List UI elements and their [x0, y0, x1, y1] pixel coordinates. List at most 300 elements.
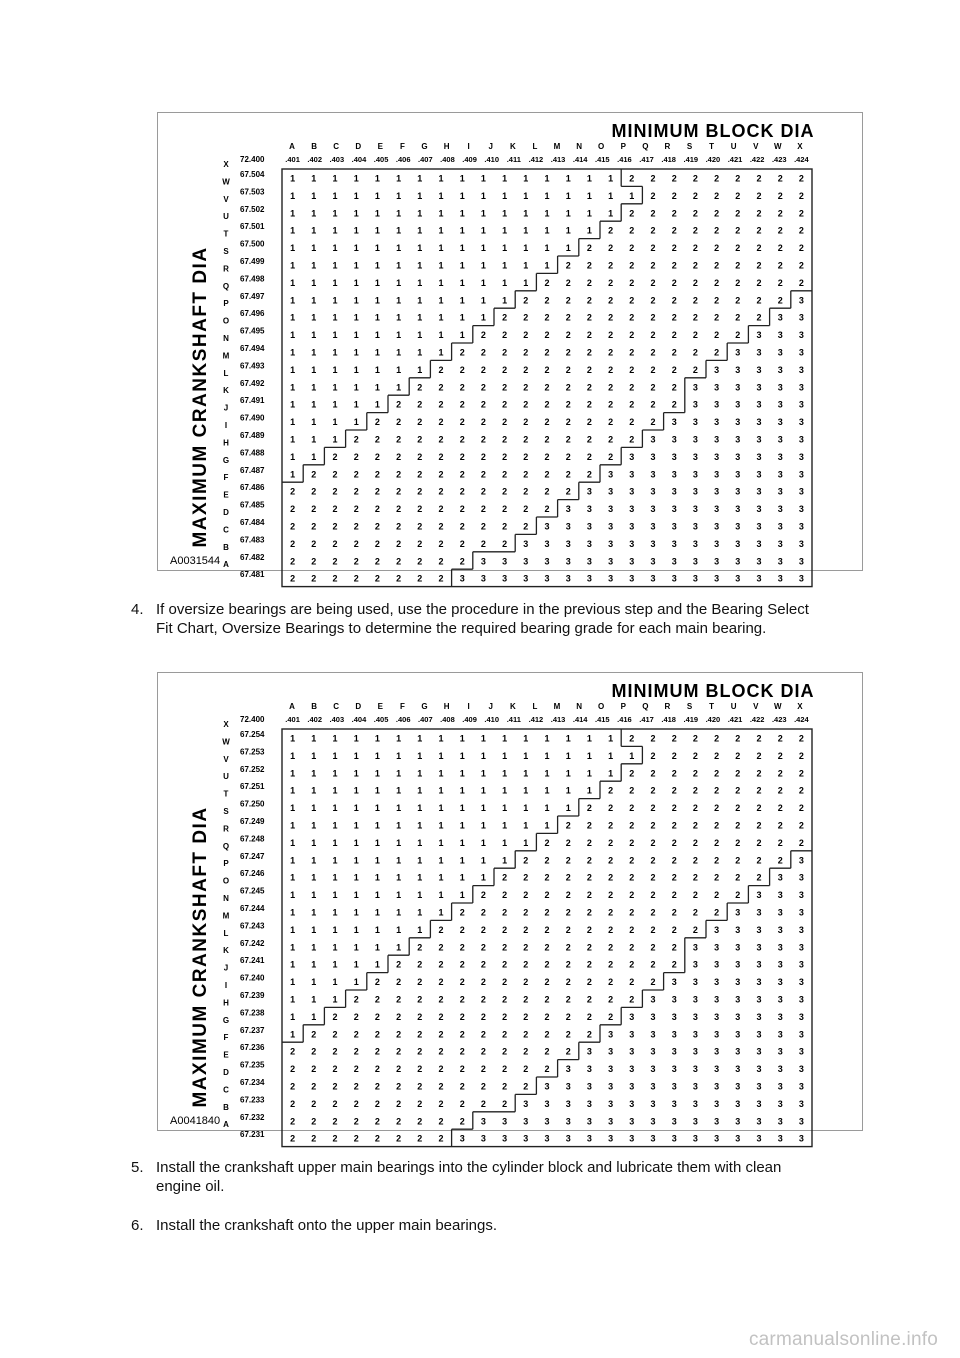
- grade-cell: 2: [502, 364, 508, 375]
- grade-cell: 3: [756, 399, 762, 410]
- grade-cell: 3: [714, 1046, 720, 1057]
- grade-cell: 2: [565, 399, 571, 410]
- grade-cell: 1: [480, 803, 486, 814]
- grade-cell: 1: [523, 820, 529, 831]
- grade-cell: 2: [756, 295, 762, 306]
- grade-cell: 1: [480, 837, 486, 848]
- row-letters: [222, 720, 230, 1129]
- grade-cell: 1: [417, 837, 423, 848]
- grade-cell: 1: [480, 312, 486, 323]
- grade-cell: 2: [565, 486, 571, 497]
- grade-cell: 1: [332, 208, 338, 219]
- grade-cell: 3: [629, 451, 635, 462]
- grade-cell: 3: [735, 1116, 741, 1127]
- column-value: .419: [683, 155, 699, 164]
- grade-cell: 1: [311, 225, 317, 236]
- grade-cell: 2: [502, 959, 508, 970]
- column-letter: D: [355, 142, 362, 151]
- grade-cell: 3: [777, 1081, 783, 1092]
- grade-cell: 1: [459, 855, 465, 866]
- grade-cell: 1: [417, 872, 423, 883]
- grade-cell: 1: [396, 173, 402, 184]
- grade-cell: 2: [650, 977, 656, 988]
- grade-cell: 2: [290, 573, 296, 584]
- step-text: If oversize bearings are being used, use the procedure in the previous step and the Bearing Select Fit Chart, Oversize Bearings to determine the required bearing grade for each main bearing.: [156, 601, 809, 637]
- grade-cell: 3: [692, 486, 698, 497]
- grade-cell: 2: [374, 1046, 380, 1057]
- grade-cell: 2: [756, 872, 762, 883]
- row-letter: D: [223, 1068, 229, 1077]
- grade-cell: 1: [417, 803, 423, 814]
- grade-cell: 2: [671, 330, 677, 341]
- grade-cell: 1: [332, 959, 338, 970]
- grade-cell: 3: [650, 434, 656, 445]
- grade-cell: 1: [502, 208, 508, 219]
- grade-cell: 2: [756, 820, 762, 831]
- grade-cell: 2: [438, 994, 444, 1005]
- grade-cell: 2: [692, 855, 698, 866]
- grade-cell: 2: [714, 890, 720, 901]
- grade-cell: 2: [735, 837, 741, 848]
- grade-cell: 2: [565, 417, 571, 428]
- row-value: 67.231: [240, 1130, 265, 1140]
- grade-cell: 3: [650, 538, 656, 549]
- grade-cell: 2: [374, 556, 380, 567]
- grade-cell: 1: [480, 208, 486, 219]
- grade-cell: 2: [756, 173, 762, 184]
- grade-cell: 2: [311, 538, 317, 549]
- grade-cell: 2: [544, 382, 550, 393]
- grade-cell: 3: [714, 521, 720, 532]
- grade-cell: 2: [417, 504, 423, 515]
- grade-cell: 2: [502, 1029, 508, 1040]
- column-letter: L: [532, 142, 538, 151]
- grade-cell: 3: [586, 1064, 592, 1075]
- grade-cell: 2: [586, 469, 592, 480]
- grade-cell: 1: [608, 750, 614, 761]
- grade-cell: 2: [735, 173, 741, 184]
- grade-cell: 1: [311, 733, 317, 744]
- grade-cell: 2: [502, 330, 508, 341]
- grade-cell: 1: [396, 768, 402, 779]
- grade-cell: 2: [332, 469, 338, 480]
- grade-cell: 2: [417, 1046, 423, 1057]
- grade-cell: 1: [290, 924, 296, 935]
- grade-cell: 2: [480, 924, 486, 935]
- grade-cell: 1: [459, 785, 465, 796]
- grade-cell: 3: [671, 451, 677, 462]
- grade-cell: 2: [523, 1064, 529, 1075]
- grade-cell: 3: [756, 347, 762, 358]
- grade-cell: 3: [714, 538, 720, 549]
- grade-cell: 2: [396, 556, 402, 567]
- grade-cell: 2: [798, 277, 804, 288]
- grade-cell: 3: [523, 1133, 529, 1144]
- column-letter: K: [509, 702, 516, 711]
- grade-cell: 2: [629, 382, 635, 393]
- grade-cell: 2: [523, 907, 529, 918]
- bearing-chart-oversize: [157, 672, 863, 1144]
- column-letter: R: [664, 142, 671, 151]
- grade-cell: 3: [692, 417, 698, 428]
- row-letter: C: [223, 1085, 229, 1095]
- grade-cell: 1: [374, 959, 380, 970]
- grade-cell: 1: [502, 225, 508, 236]
- grade-cell: 1: [417, 243, 423, 254]
- grade-cell: 3: [777, 1133, 783, 1144]
- grade-cell: 2: [332, 1081, 338, 1092]
- column-value: .417: [639, 715, 654, 724]
- grade-cell: 2: [290, 556, 296, 567]
- grade-cell: 1: [417, 190, 423, 201]
- grade-cell: 1: [586, 208, 592, 219]
- grade-cell: 2: [671, 785, 677, 796]
- grade-cell: 2: [374, 1064, 380, 1075]
- grade-cell: 2: [777, 225, 783, 236]
- grade-cell: 2: [374, 994, 380, 1005]
- grade-cell: 2: [586, 890, 592, 901]
- grade-cell: 2: [523, 1081, 529, 1092]
- grade-cell: 1: [417, 225, 423, 236]
- grade-cell: 1: [459, 820, 465, 831]
- grade-cell: 3: [798, 399, 804, 410]
- grade-cell: 2: [608, 451, 614, 462]
- grade-cell: 3: [735, 364, 741, 375]
- grade-cell: 2: [523, 924, 529, 935]
- grade-cell: 3: [798, 486, 804, 497]
- column-letter: X: [797, 142, 803, 151]
- grade-cell: 1: [417, 347, 423, 358]
- grade-cell: 1: [396, 382, 402, 393]
- grade-cell: 2: [714, 855, 720, 866]
- grade-cell: 1: [502, 768, 508, 779]
- grade-cell: 1: [417, 855, 423, 866]
- row-value: 67.236: [240, 1043, 265, 1053]
- column-value: .424: [794, 155, 809, 164]
- column-letter: A: [289, 702, 295, 711]
- grade-cell: 3: [608, 1046, 614, 1057]
- grade-cell: 2: [735, 330, 741, 341]
- grade-cell: 3: [735, 504, 741, 515]
- grade-cell: 2: [629, 959, 635, 970]
- grade-cell: 3: [798, 538, 804, 549]
- grade-cell: 2: [714, 225, 720, 236]
- grade-cell: 1: [480, 733, 486, 744]
- grade-cell: 2: [586, 872, 592, 883]
- grade-cell: 2: [671, 190, 677, 201]
- grade-cell: 3: [671, 1046, 677, 1057]
- grade-cell: 3: [692, 1046, 698, 1057]
- grade-cell: 2: [332, 1116, 338, 1127]
- grade-cell: 3: [714, 434, 720, 445]
- grade-cell: 2: [438, 556, 444, 567]
- grade-cell: 2: [735, 243, 741, 254]
- grade-cell: 1: [438, 243, 444, 254]
- grade-cell: 1: [290, 872, 296, 883]
- grade-cell: 2: [692, 208, 698, 219]
- column-value: .414: [572, 715, 588, 724]
- grade-cell: 3: [777, 417, 783, 428]
- grade-cell: 3: [565, 521, 571, 532]
- grade-cell: 2: [459, 1081, 465, 1092]
- grade-cell: 1: [523, 225, 529, 236]
- grade-cell: 1: [565, 225, 571, 236]
- grade-cell: 1: [374, 330, 380, 341]
- row-letter: D: [223, 508, 229, 517]
- grade-cell: 1: [353, 364, 359, 375]
- grade-cell: 1: [353, 820, 359, 831]
- grade-cell: 2: [629, 820, 635, 831]
- grade-cell: 2: [311, 1133, 317, 1144]
- grade-cell: 2: [459, 382, 465, 393]
- grade-cell: 2: [586, 907, 592, 918]
- grade-cell: 2: [629, 277, 635, 288]
- grade-cell: 2: [374, 1098, 380, 1109]
- grade-cell: 2: [650, 382, 656, 393]
- grade-cell: 2: [565, 451, 571, 462]
- grade-cell: 2: [544, 399, 550, 410]
- grade-cell: 1: [459, 750, 465, 761]
- row-value: 67.488: [240, 448, 265, 458]
- grade-cell: 3: [586, 1133, 592, 1144]
- grade-cell: 3: [544, 538, 550, 549]
- grade-cell: 1: [417, 295, 423, 306]
- grade-cell: 1: [290, 768, 296, 779]
- grade-cell: 2: [523, 890, 529, 901]
- column-value: .409: [462, 155, 477, 164]
- grade-cell: 2: [311, 1046, 317, 1057]
- row-letter: W: [222, 177, 230, 187]
- row-value: 67.496: [240, 309, 265, 319]
- row-letter: G: [222, 455, 230, 465]
- grade-cell: 2: [671, 872, 677, 883]
- grade-cell: 2: [629, 173, 635, 184]
- grade-cell: 2: [502, 486, 508, 497]
- grade-cell: 1: [544, 260, 550, 271]
- grade-cell: 2: [311, 573, 317, 584]
- grade-cell: 2: [586, 803, 592, 814]
- grade-cell: 1: [565, 768, 571, 779]
- grade-cell: 2: [671, 347, 677, 358]
- grade-cell: 2: [523, 855, 529, 866]
- figure-id: A0031544: [170, 555, 221, 567]
- grade-cell: 1: [353, 959, 359, 970]
- grade-cell: 1: [396, 277, 402, 288]
- grade-cell: 2: [374, 1133, 380, 1144]
- grade-cell: 1: [332, 173, 338, 184]
- grade-cell: 1: [544, 733, 550, 744]
- column-value: .420: [705, 155, 721, 164]
- grade-cell: 2: [332, 486, 338, 497]
- grade-cell: 2: [523, 417, 529, 428]
- grade-cell: 2: [714, 260, 720, 271]
- grade-cell: 2: [608, 994, 614, 1005]
- grade-cell: 2: [544, 417, 550, 428]
- grade-cell: 3: [523, 538, 529, 549]
- grade-cell: 2: [692, 277, 698, 288]
- grade-cell: 2: [374, 1029, 380, 1040]
- grade-cell: 2: [608, 382, 614, 393]
- grade-cell: 1: [438, 733, 444, 744]
- row-letter: S: [223, 247, 229, 256]
- grade-cell: 2: [502, 382, 508, 393]
- grade-cell: 3: [756, 1116, 762, 1127]
- grade-cell: 3: [629, 486, 635, 497]
- grade-cell: 2: [586, 312, 592, 323]
- column-values: [285, 155, 809, 164]
- grade-cell: 2: [374, 977, 380, 988]
- grade-cell: 1: [480, 225, 486, 236]
- grade-cell: 1: [374, 260, 380, 271]
- grade-cell: 3: [671, 434, 677, 445]
- grade-cell: 2: [396, 504, 402, 515]
- grade-cell: 1: [290, 994, 296, 1005]
- grade-cell: 2: [692, 872, 698, 883]
- grade-cell: 1: [311, 959, 317, 970]
- grade-cell: 2: [417, 1029, 423, 1040]
- grade-cell: 1: [480, 785, 486, 796]
- grade-cell: 1: [332, 364, 338, 375]
- grade-cell: 1: [438, 190, 444, 201]
- grade-cell: 3: [692, 1081, 698, 1092]
- grade-cell: 1: [608, 768, 614, 779]
- grade-cell: 1: [438, 225, 444, 236]
- grade-cell: 3: [544, 1133, 550, 1144]
- grade-cell: 3: [714, 399, 720, 410]
- grade-cell: 3: [650, 1098, 656, 1109]
- grade-cell: 1: [396, 225, 402, 236]
- grade-cell: 2: [777, 803, 783, 814]
- grade-cell: 2: [396, 1011, 402, 1022]
- grade-cell: 3: [650, 1064, 656, 1075]
- grade-cell: 3: [692, 504, 698, 515]
- grade-cell: 1: [417, 768, 423, 779]
- column-letter: A: [289, 142, 295, 151]
- grade-cell: 3: [629, 1133, 635, 1144]
- grade-cell: 2: [544, 890, 550, 901]
- grade-cell: 2: [396, 573, 402, 584]
- grade-cell: 3: [735, 1064, 741, 1075]
- grade-cell: 2: [332, 538, 338, 549]
- grade-cell: 2: [459, 942, 465, 953]
- grade-cell: 2: [480, 907, 486, 918]
- grade-cell: 2: [735, 277, 741, 288]
- grade-cell: 1: [332, 872, 338, 883]
- grade-cell: 1: [523, 208, 529, 219]
- grade-cell: 2: [692, 907, 698, 918]
- row-value: 67.492: [240, 378, 265, 388]
- row-value: 67.495: [240, 326, 265, 336]
- grade-cell: 3: [629, 1064, 635, 1075]
- grade-cell: 2: [692, 347, 698, 358]
- grade-cell: 2: [629, 225, 635, 236]
- grade-cell: 1: [353, 347, 359, 358]
- grade-cell: 2: [290, 521, 296, 532]
- grade-cell: 1: [502, 733, 508, 744]
- grade-cell: 1: [459, 295, 465, 306]
- column-letter: H: [443, 142, 450, 151]
- grade-cell: 3: [777, 573, 783, 584]
- grade-cell: 2: [777, 208, 783, 219]
- grade-cell: 2: [671, 382, 677, 393]
- grade-cell: 2: [735, 750, 741, 761]
- grade-cell: 1: [311, 312, 317, 323]
- grade-cell: 1: [290, 330, 296, 341]
- grade-cell: 2: [714, 733, 720, 744]
- grade-cell: 1: [417, 785, 423, 796]
- grade-cell: 1: [353, 872, 359, 883]
- row-letter: N: [223, 334, 229, 343]
- grade-cell: 1: [290, 225, 296, 236]
- grade-cell: 2: [671, 243, 677, 254]
- grade-cell: 2: [777, 837, 783, 848]
- grade-cell: 1: [438, 785, 444, 796]
- grade-cell: 2: [396, 434, 402, 445]
- grade-cell: 2: [650, 399, 656, 410]
- grade-cell: 3: [565, 1064, 571, 1075]
- grade-cell: 2: [396, 959, 402, 970]
- grade-cell: 1: [417, 924, 423, 935]
- grade-cell: 2: [671, 942, 677, 953]
- grade-cell: 2: [523, 347, 529, 358]
- grade-cell: 2: [777, 733, 783, 744]
- grade-cell: 2: [629, 434, 635, 445]
- grade-cell: 2: [438, 1011, 444, 1022]
- row-letter: T: [223, 229, 229, 239]
- row-value: 67.499: [240, 257, 265, 266]
- grade-cell: 3: [608, 556, 614, 567]
- grade-cell: 1: [502, 785, 508, 796]
- grade-cell: 3: [798, 573, 804, 584]
- column-letter: N: [576, 142, 582, 151]
- grade-cell: 2: [480, 364, 486, 375]
- column-value: .401: [285, 715, 300, 724]
- column-value: .405: [373, 155, 389, 164]
- column-value: .422: [749, 155, 765, 164]
- grade-cell: 1: [374, 785, 380, 796]
- grade-cell: 1: [417, 750, 423, 761]
- grade-cell: 2: [586, 855, 592, 866]
- grade-cell: 1: [311, 451, 317, 462]
- grade-cell: 3: [714, 1029, 720, 1040]
- grade-cell: 3: [735, 1133, 741, 1144]
- grade-cell: 2: [714, 277, 720, 288]
- grade-cell: 3: [671, 1064, 677, 1075]
- row-letter: G: [222, 1015, 230, 1025]
- grade-cell: 3: [777, 1011, 783, 1022]
- grade-cell: 3: [650, 1011, 656, 1022]
- grade-cell: 2: [396, 538, 402, 549]
- row-value: 67.243: [240, 921, 265, 931]
- grade-cell: 3: [798, 451, 804, 462]
- grade-cell: 2: [692, 750, 698, 761]
- grade-cell: 3: [586, 556, 592, 567]
- grade-cell: 3: [777, 347, 783, 358]
- grade-cell: 1: [332, 890, 338, 901]
- grade-cell: 2: [608, 907, 614, 918]
- grade-cell: 3: [629, 1098, 635, 1109]
- grade-cell: 2: [565, 924, 571, 935]
- grade-cell: 2: [459, 1064, 465, 1075]
- grade-cell: 2: [650, 803, 656, 814]
- grade-cell: 1: [565, 190, 571, 201]
- grade-cell: 2: [459, 399, 465, 410]
- grade-cell: 3: [565, 1098, 571, 1109]
- column-value: .415: [594, 155, 610, 164]
- row-value: 67.250: [240, 799, 265, 809]
- grade-cell: 1: [417, 330, 423, 341]
- grade-cell: 2: [502, 907, 508, 918]
